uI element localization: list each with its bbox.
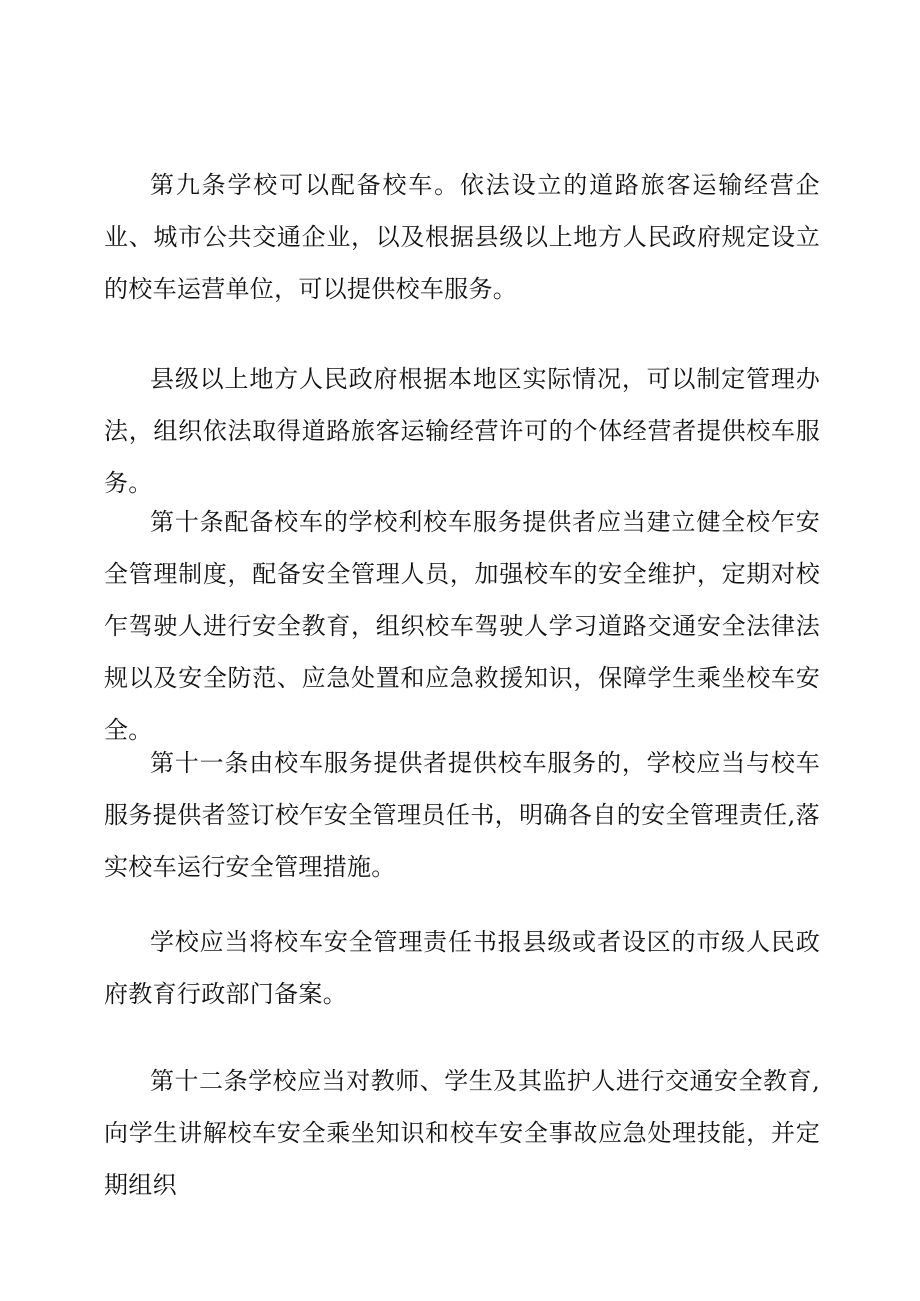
paragraph-county-government: 县级以上地方人民政府根据本地区实际情况，可以制定管理办法，组织依法取得道路旅客运输经营许可的个体经营者提供校车服务。 — [104, 365, 820, 497]
paragraph-article-10: 第十条配备校车的学校利校车服务提供者应当建立健全校乍安全管理制度，配备安全管理人员，加强校车的安全维护，定期对校乍驾驶人进行安全教育，组织校车驾驶人学习道路交通安全法律法规以及安全防范、应急处置和应急救援知识，保障学生乘坐校车安全。 — [104, 508, 820, 744]
paragraph-article-11: 第十一条由校车服务提供者提供校车服务的，学校应当与校车服务提供者签订校乍安全管理员任书，明确各自的安全管理责任,落实校车运行安全管理措施。 — [104, 749, 820, 881]
paragraph-article-9: 第九条学校可以配备校车。依法设立的道路旅客运输经营企业、城市公共交通企业，以及根据县级以上地方人民政府规定设立的校车运营单位，可以提供校车服务。 — [104, 171, 820, 303]
paragraph-article-12: 第十二条学校应当对教师、学生及其监护人进行交通安全教育,向学生讲解校车安全乘坐知识和校车安全事故应急处理技能，并定期组织 — [104, 1067, 820, 1199]
paragraph-filing: 学校应当将校车安全管理责任书报县级或者设区的市级人民政府教育行政部门备案。 — [104, 928, 820, 1008]
